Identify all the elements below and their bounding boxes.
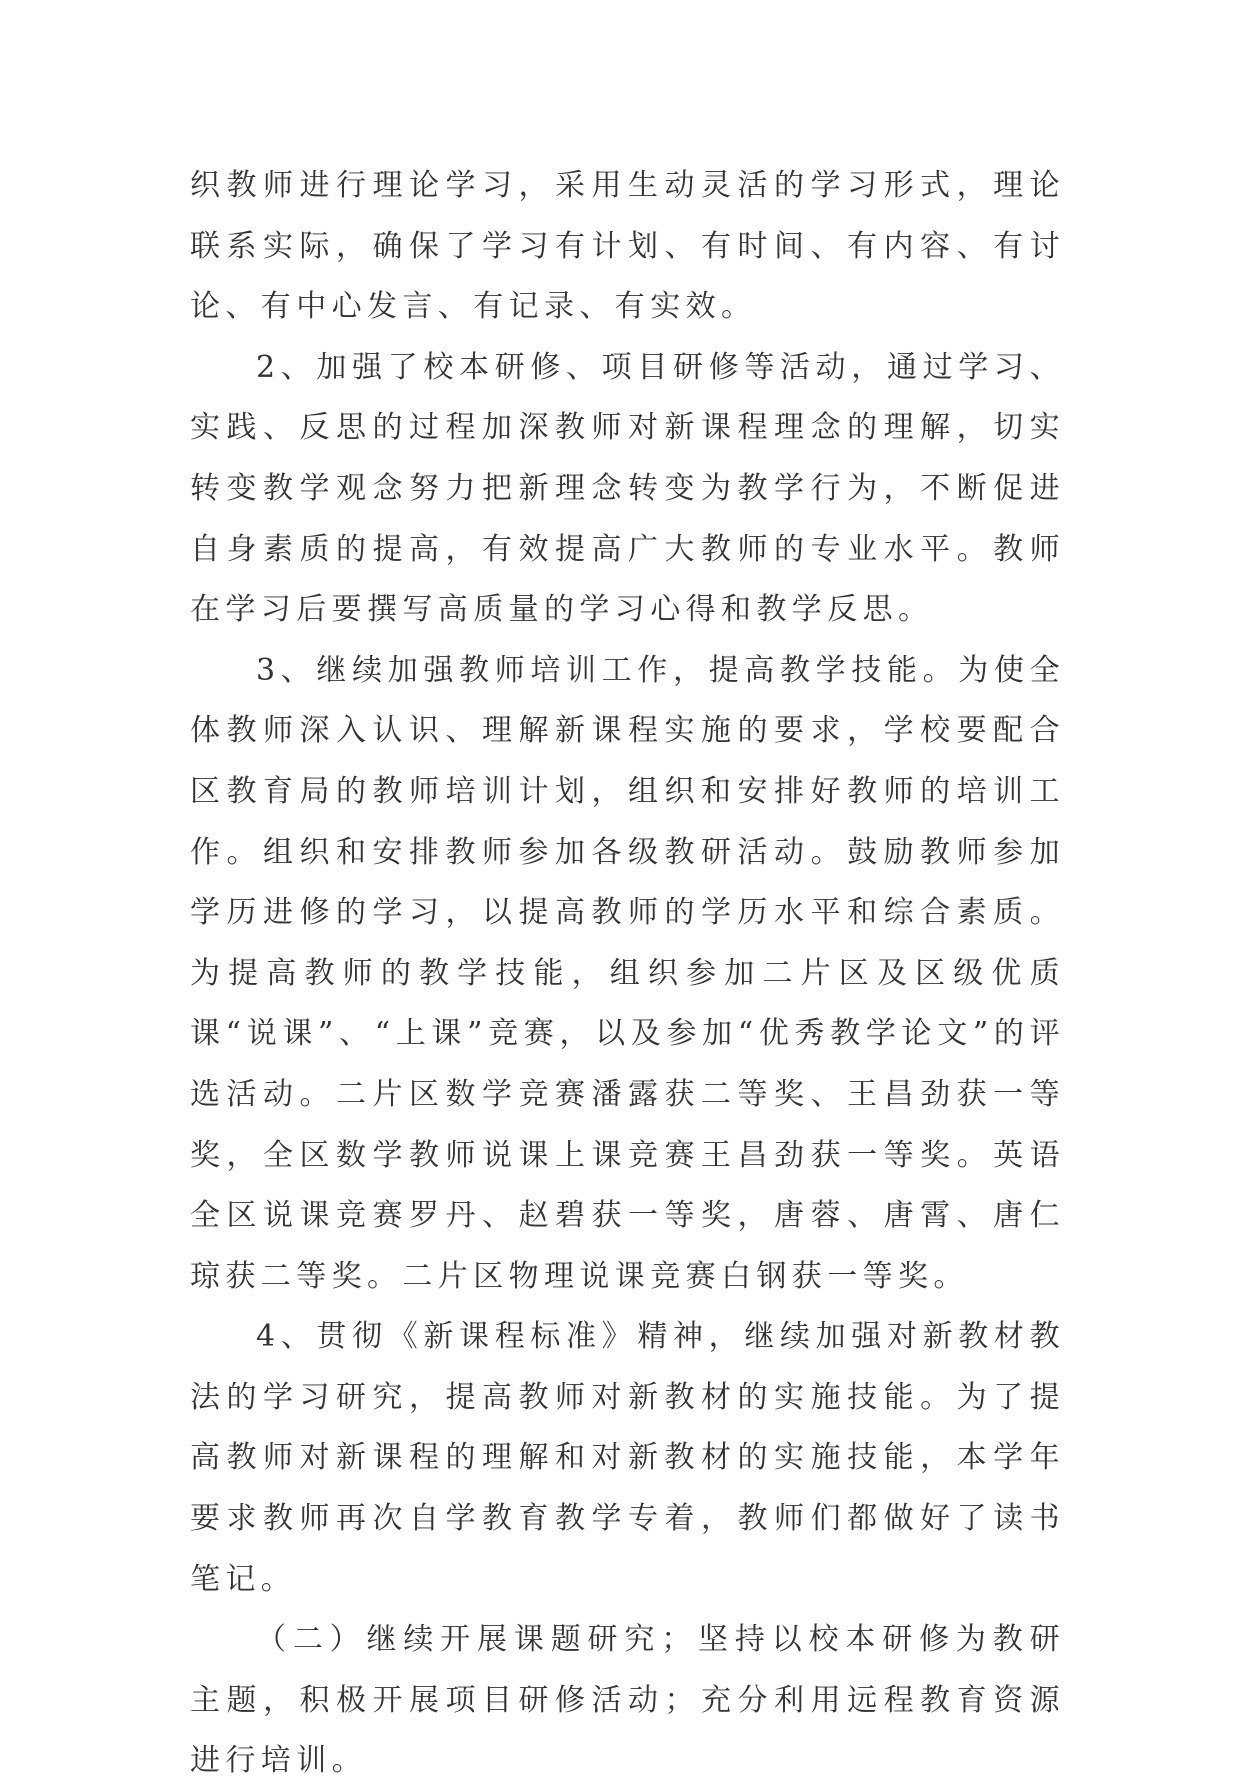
paragraph-continuation: 织教师进行理论学习，采用生动灵活的学习形式，理论联系实际，确保了学习有计划、有时间、有内容、有讨论、有中心发言、有记录、有实效。 (190, 168, 1065, 325)
paragraph-section-2: （二）继续开展课题研究；坚持以校本研修为教研主题，积极开展项目研修活动；充分利用远程教育资源进行培训。 (190, 1622, 1065, 1779)
paragraph-item-2: 2、加强了校本研修、项目研修等活动，通过学习、实践、反思的过程加深教师对新课程理念的理解，切实转变教学观念努力把新理念转变为教学行为，不断促进自身素质的提高，有效提高广大教师的专业水平。教师在学习后要撰写高质量的学习心得和教学反思。 (190, 349, 1065, 628)
paragraph-item-3: 3、继续加强教师培训工作，提高教学技能。为使全体教师深入认识、理解新课程实施的要求，学校要配合区教育局的教师培训计划，组织和安排好教师的培训工作。组织和安排教师参加各级教研活动。鼓励教师参加学历进修的学习，以提高教师的学历水平和综合素质。为提高教师的教学技能，组织参加二片区及区级优质课“说课”、“上课”竞赛，以及参加“优秀教学论文”的评选活动。二片区数学竞赛潘露获二等奖、王昌劲获一等奖，全区数学教师说课上课竞赛王昌劲获一等奖。英语全区说课竞赛罗丹、赵碧获一等奖，唐蓉、唐霄、唐仁琼获二等奖。二片区物理说课竞赛白钢获一等奖。 (190, 652, 1065, 1294)
paragraph-item-4: 4、贯彻《新课程标准》精神，继续加强对新教材教法的学习研究，提高教师对新教材的实施技能。为了提高教师对新课程的理解和对新教材的实施技能，本学年要求教师再次自学教育教学专着，教师们都做好了读书笔记。 (190, 1319, 1065, 1597)
document-body (190, 156, 1065, 1792)
